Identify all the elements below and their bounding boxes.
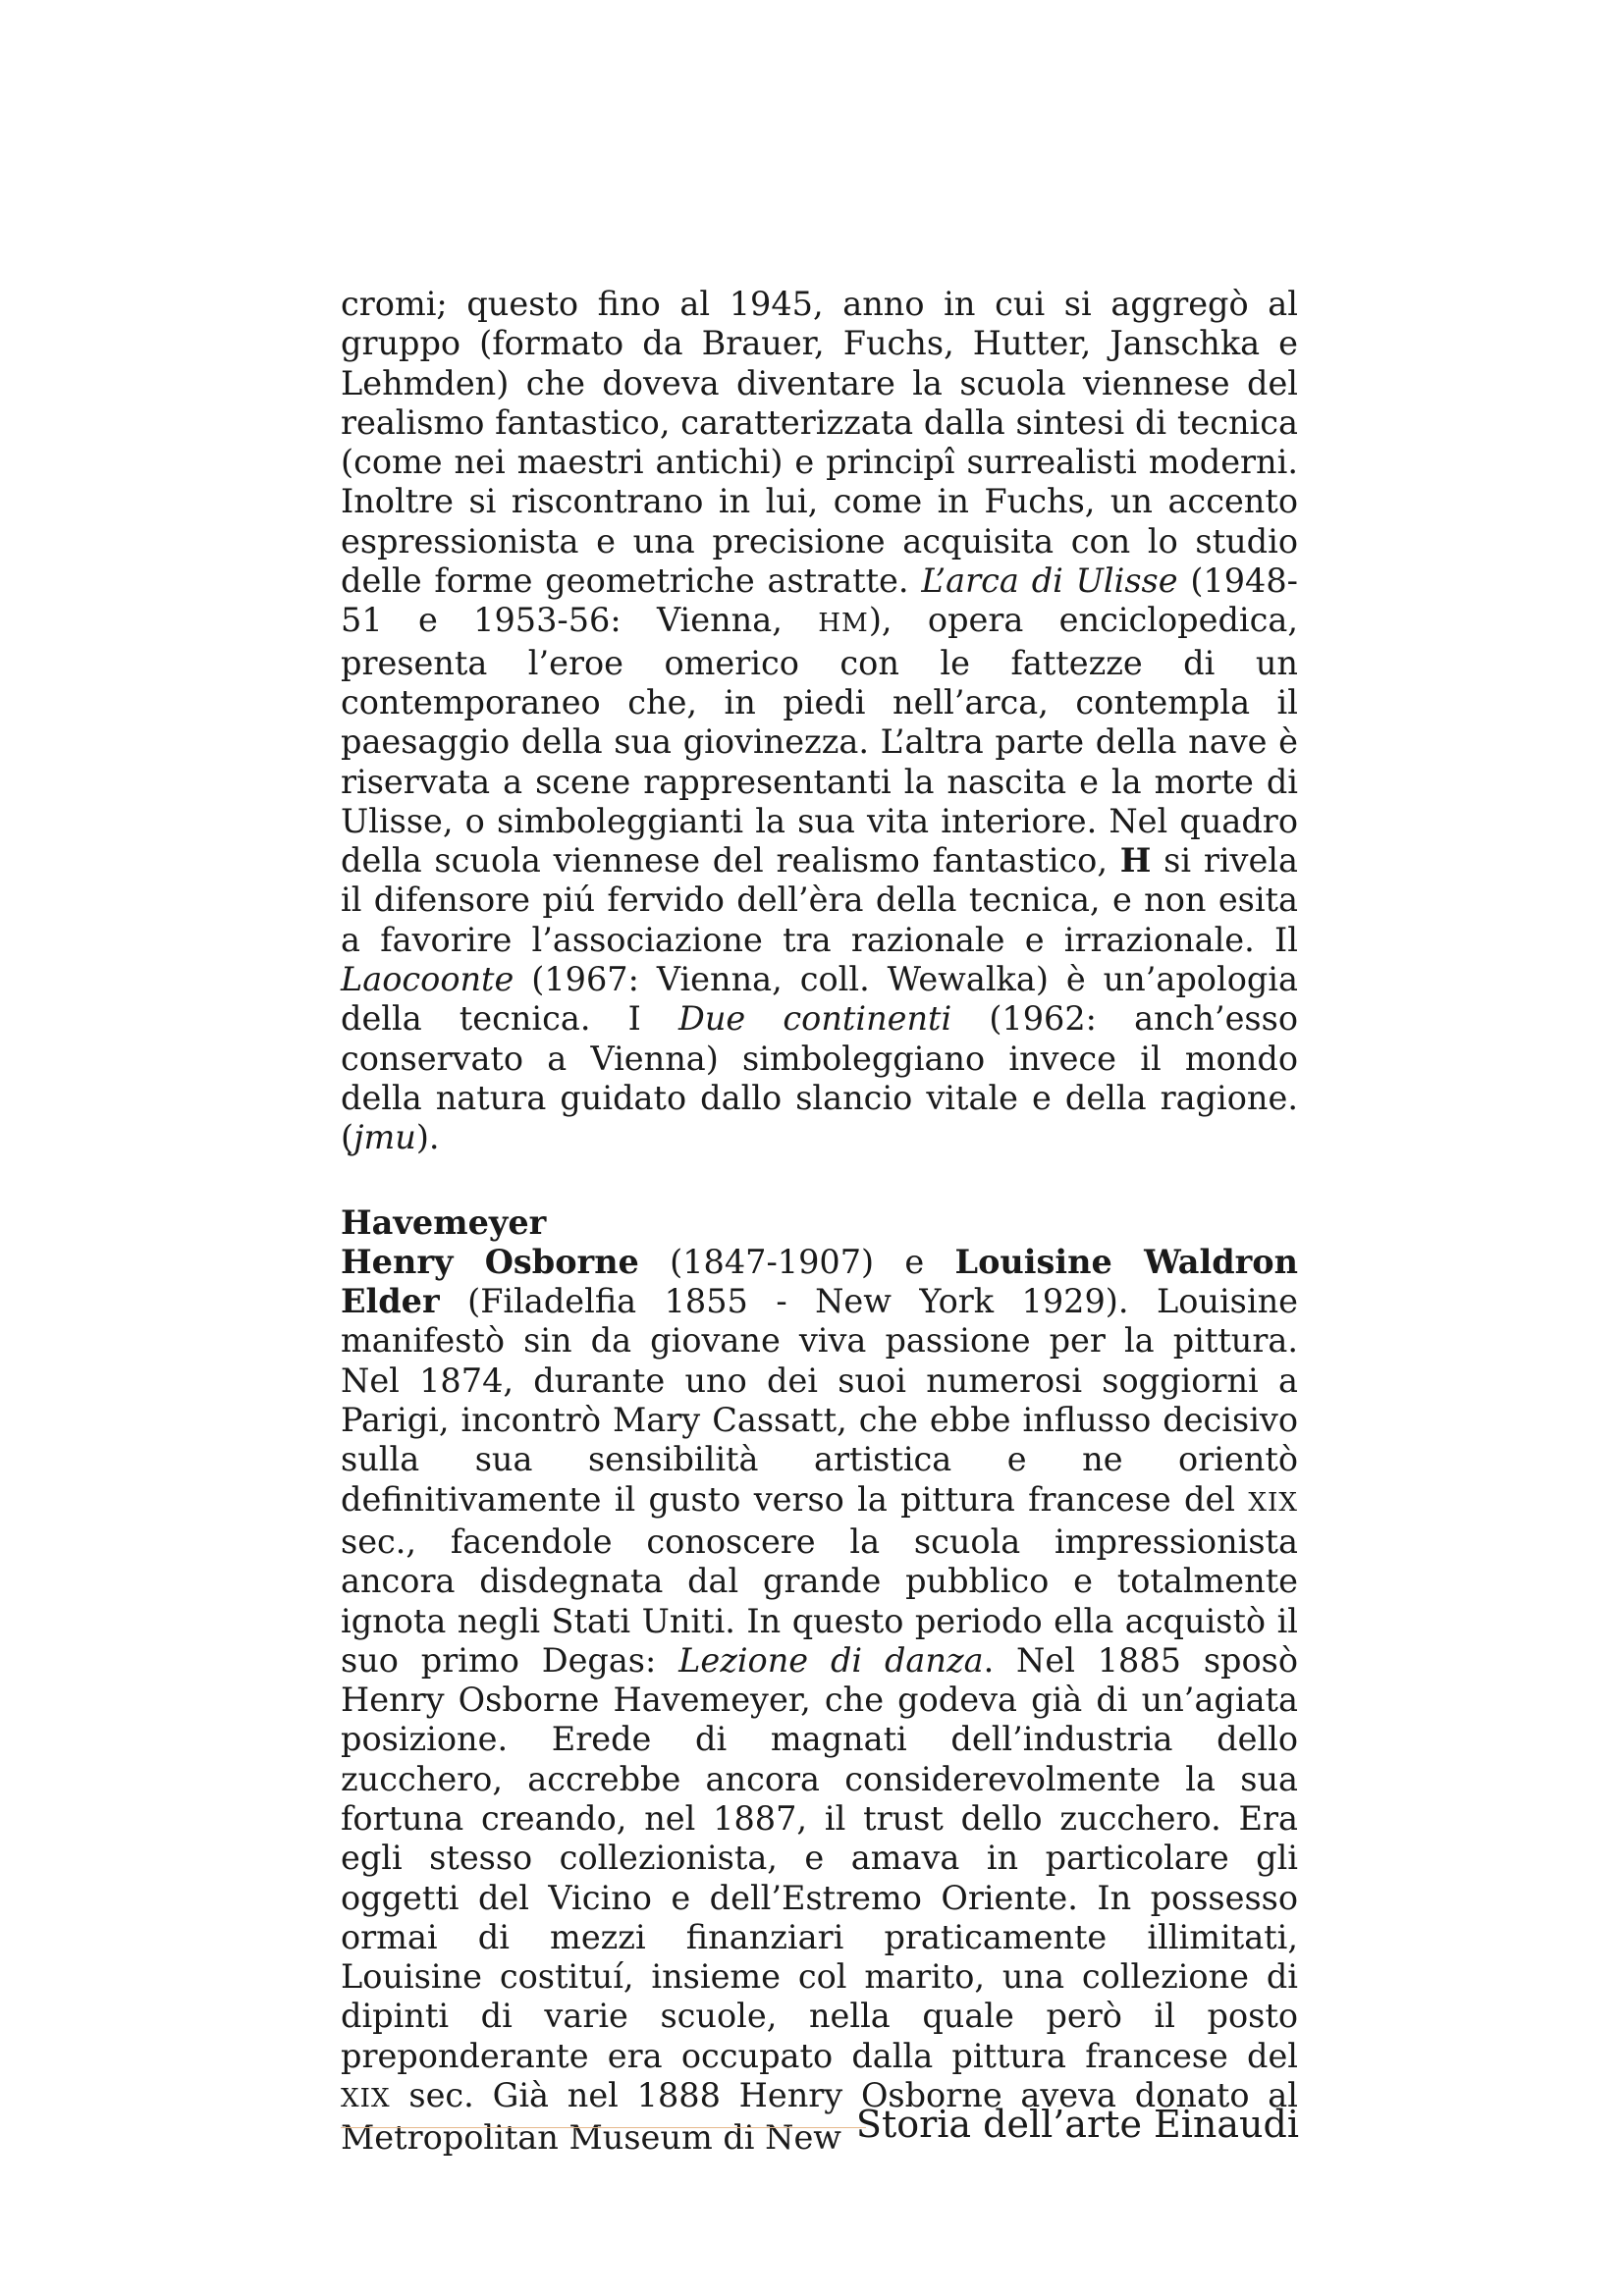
author-initials: jmu [353, 1118, 416, 1157]
entry-heading: Havemeyer [341, 1202, 547, 1242]
artwork-title: Laocoonte [341, 960, 514, 999]
artwork-title: Due continenti [678, 999, 952, 1039]
footer-title: Storia dell’arte Einaudi [855, 2103, 1299, 2146]
person-name: Louisine Waldron Elder [341, 1242, 1298, 1321]
text-run: sec. Già nel 1888 Henry Osborne aveva donato al Metropolitan Museum di New [341, 2076, 1298, 2158]
text-run: ), opera enciclopedica, presenta l’eroe omerico con le fattezze di un contemporaneo che, in piedi nell’arca, contempla il paesaggio della sua giovinezza. L’altra parte della nave è riservata a scene rappresentanti la nascita e la morte di Ulisse, o simboleggianti la sua vita interiore. Nel quadro della scuola viennese del realismo fantastico, [341, 601, 1298, 881]
text-run: (1962: anch’esso conservato a Vienna) simboleggiano invece il mondo della natura guidato dallo slancio vitale e della ragione. ( [341, 999, 1298, 1157]
artist-initial: H [1119, 841, 1152, 881]
text-column [341, 285, 1298, 2159]
text-run: (1847-1907) e [638, 1242, 955, 1281]
intro-paragraph [341, 285, 1298, 1158]
text-run: ). [415, 1118, 440, 1157]
text-run: (Filadelfia 1855 - New York 1929). Louisine manifestò sin da giovane viva passione per la pittura. Nel 1874, durante uno dei suoi numerosi soggiorni a Parigi, incontrò Mary Cassatt, che ebbe influsso decisivo sulla sua sensibilità artistica e ne orientò definitivamente il gusto verso la pittura francese del [341, 1282, 1298, 1519]
text-run: (1967: Vienna, coll. Wewalka) è un’apologia della tecnica. I [341, 960, 1298, 1039]
footer-rule [341, 2127, 866, 2128]
text-run: sec., facendole conoscere la scuola impressionista ancora disdegnata dal grande pubblico e totalmente ignota negli Stati Uniti. In questo periodo ella acquistò il suo primo Degas: [341, 1522, 1298, 1680]
century-numeral: XIX [1248, 1487, 1298, 1518]
century-numeral: XIX [341, 2084, 391, 2114]
text-run: (1948-51 e 1953-56: Vienna, [341, 561, 1298, 640]
museum-abbreviation: HM [818, 609, 869, 639]
artwork-title: L’arca di Ulisse [921, 561, 1178, 601]
entry-paragraph [341, 1243, 1298, 2159]
artwork-title: Lezione di danza [678, 1640, 984, 1680]
text-run: . Nel 1885 sposò Henry Osborne Havemeyer, che godeva già di un’agiata posizione. Erede di magnati dell’industria dello zucchero, accrebbe ancora considerevolmente la sua fortuna creando, nel 1887, il trust dello zucchero. Era egli stesso collezionista, e amava in particolare gli oggetti del Vicino e dell’Estremo Oriente. In possesso ormai di mezzi finanziari praticamente illimitati, Louisine costituí, insieme col marito, una collezione di dipinti di varie scuole, nella quale però il posto preponderante era occupato dalla pittura francese del [341, 1640, 1298, 2075]
text-run: cromi; questo fino al 1945, anno in cui si aggregò al gruppo (formato da Brauer, Fuchs, Hutter, Janschka e Lehmden) che doveva diventare la scuola viennese del realismo fantastico, caratterizzata dalla sintesi di tecnica (come nei maestri antichi) e principî surrealisti moderni. Inoltre si riscontrano in lui, come in Fuchs, un accento espressionista e una precisione acquisita con lo studio delle forme geometriche astratte. [341, 285, 1298, 601]
text-run: si rivela il difensore piú fervido dell’èra della tecnica, e non esita a favorire l’associazione tra razionale e irrazionale. Il [341, 841, 1298, 959]
person-name: Henry Osborne [341, 1242, 639, 1281]
